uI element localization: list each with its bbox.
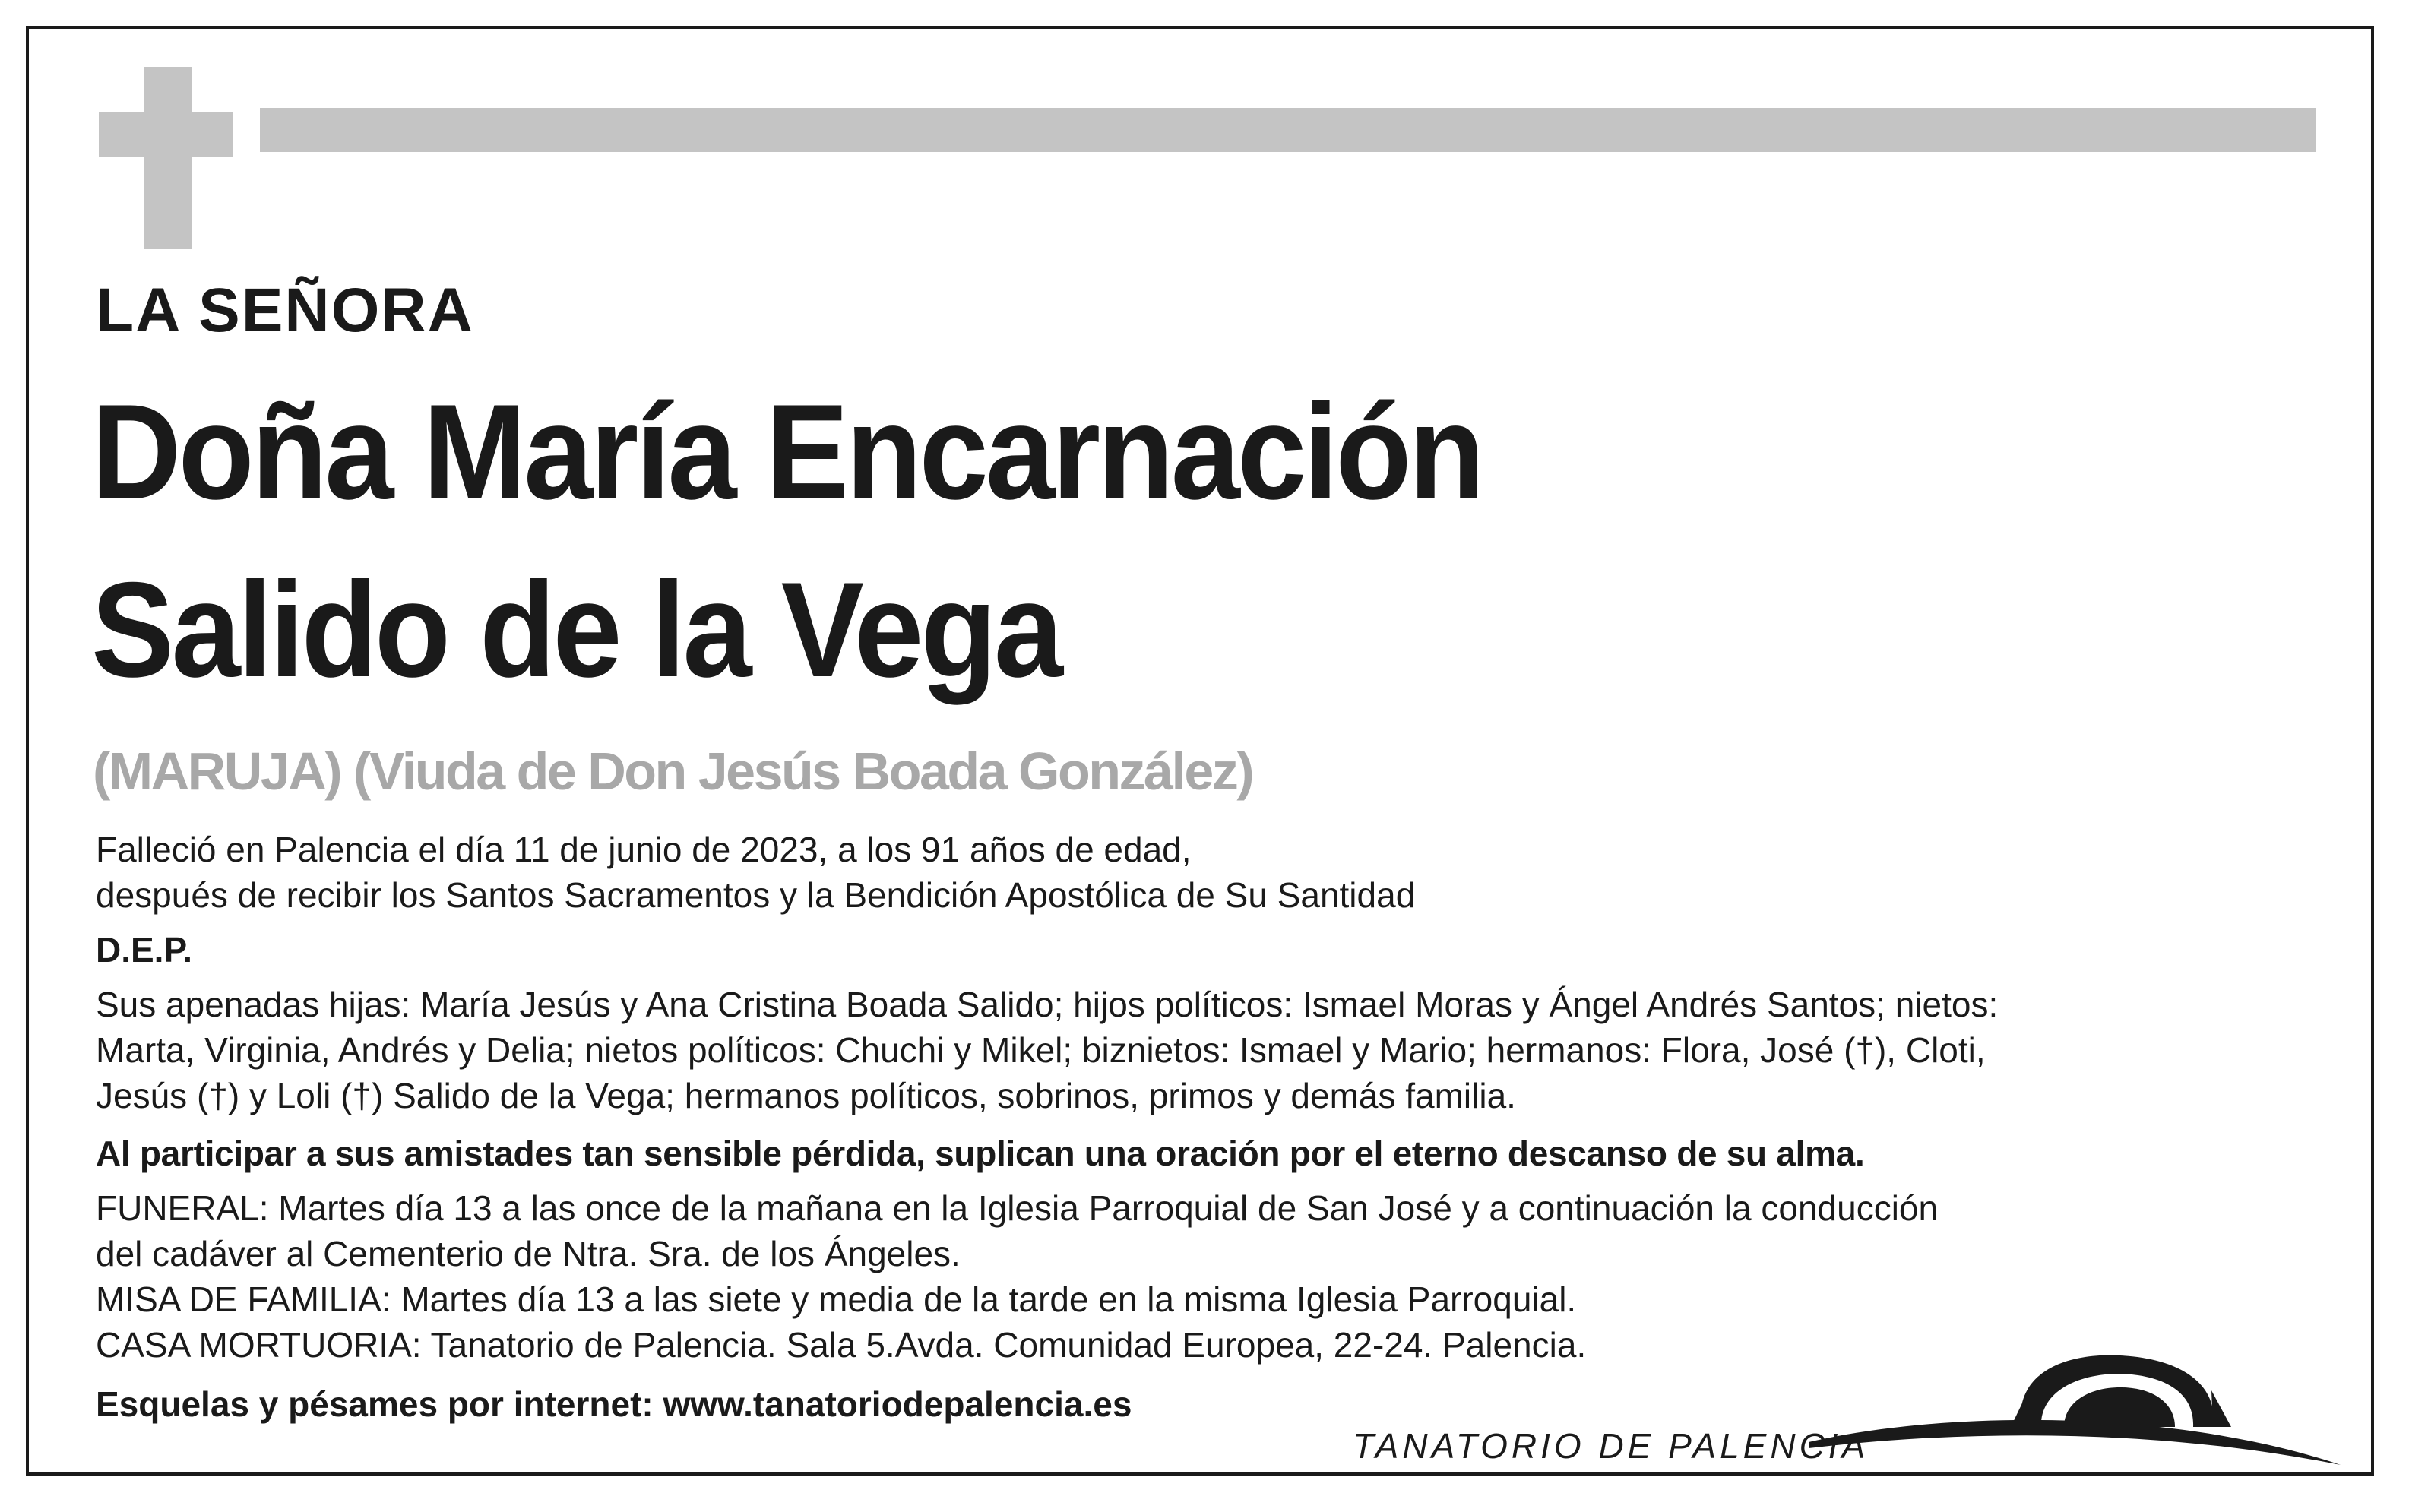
family-mass-line: MISA DE FAMILIA: Martes día 13 a las siete y media de la tarde en la misma Iglesia Parroquial. — [96, 1280, 1577, 1319]
header-rule-bar — [260, 108, 2316, 152]
title-label: LA SEÑORA — [96, 276, 474, 345]
funeral-line-2: del cadáver al Cementerio de Ntra. Sra. de los Ángeles. — [96, 1234, 961, 1273]
rip-label: D.E.P. — [96, 930, 192, 970]
family-list-line-3: Jesús (†) y Loli (†) Salido de la Vega; hermanos políticos, sobrinos, primos y demás familia. — [96, 1076, 1516, 1115]
funeral-line-1: FUNERAL: Martes día 13 a las once de la mañana en la Iglesia Parroquial de San José y a continuación la conducción — [96, 1188, 1939, 1228]
deceased-name-line-2: Salido de la Vega — [91, 554, 1061, 705]
deceased-name-line-1: Doña María Encarnación — [91, 376, 1483, 527]
cross-horizontal-bar — [99, 112, 233, 157]
cross-vertical-bar — [144, 67, 192, 249]
mortuary-line: CASA MORTUORIA: Tanatorio de Palencia. Sala 5.Avda. Comunidad Europea, 22-24. Palencia. — [96, 1325, 1587, 1365]
tanatorio-emblem-icon — [1809, 1345, 2356, 1482]
tanatorio-name: TANATORIO DE PALENCIA — [1353, 1426, 1869, 1466]
death-announcement-line-1: Falleció en Palencia el día 11 de junio de 2023, a los 91 años de edad, — [96, 830, 1192, 869]
deceased-subtitle: (MARUJA) (Viuda de Don Jesús Boada González) — [93, 742, 1253, 801]
participation-statement: Al participar a sus amistades tan sensible pérdida, suplican una oración por el eterno descanso de su alma. — [96, 1134, 1865, 1173]
family-list-line-1: Sus apenadas hijas: María Jesús y Ana Cristina Boada Salido; hijos políticos: Ismael Moras y Ángel Andrés Santos; nietos: — [96, 985, 1999, 1024]
website-line: Esquelas y pésames por internet: www.tanatoriodepalencia.es — [96, 1384, 1132, 1424]
family-list-line-2: Marta, Virginia, Andrés y Delia; nietos políticos: Chuchi y Mikel; biznietos: Ismael y Mario; hermanos: Flora, José (†), Cloti, — [96, 1030, 1986, 1070]
death-announcement-line-2: después de recibir los Santos Sacramentos y la Bendición Apostólica de Su Santidad — [96, 875, 1416, 915]
